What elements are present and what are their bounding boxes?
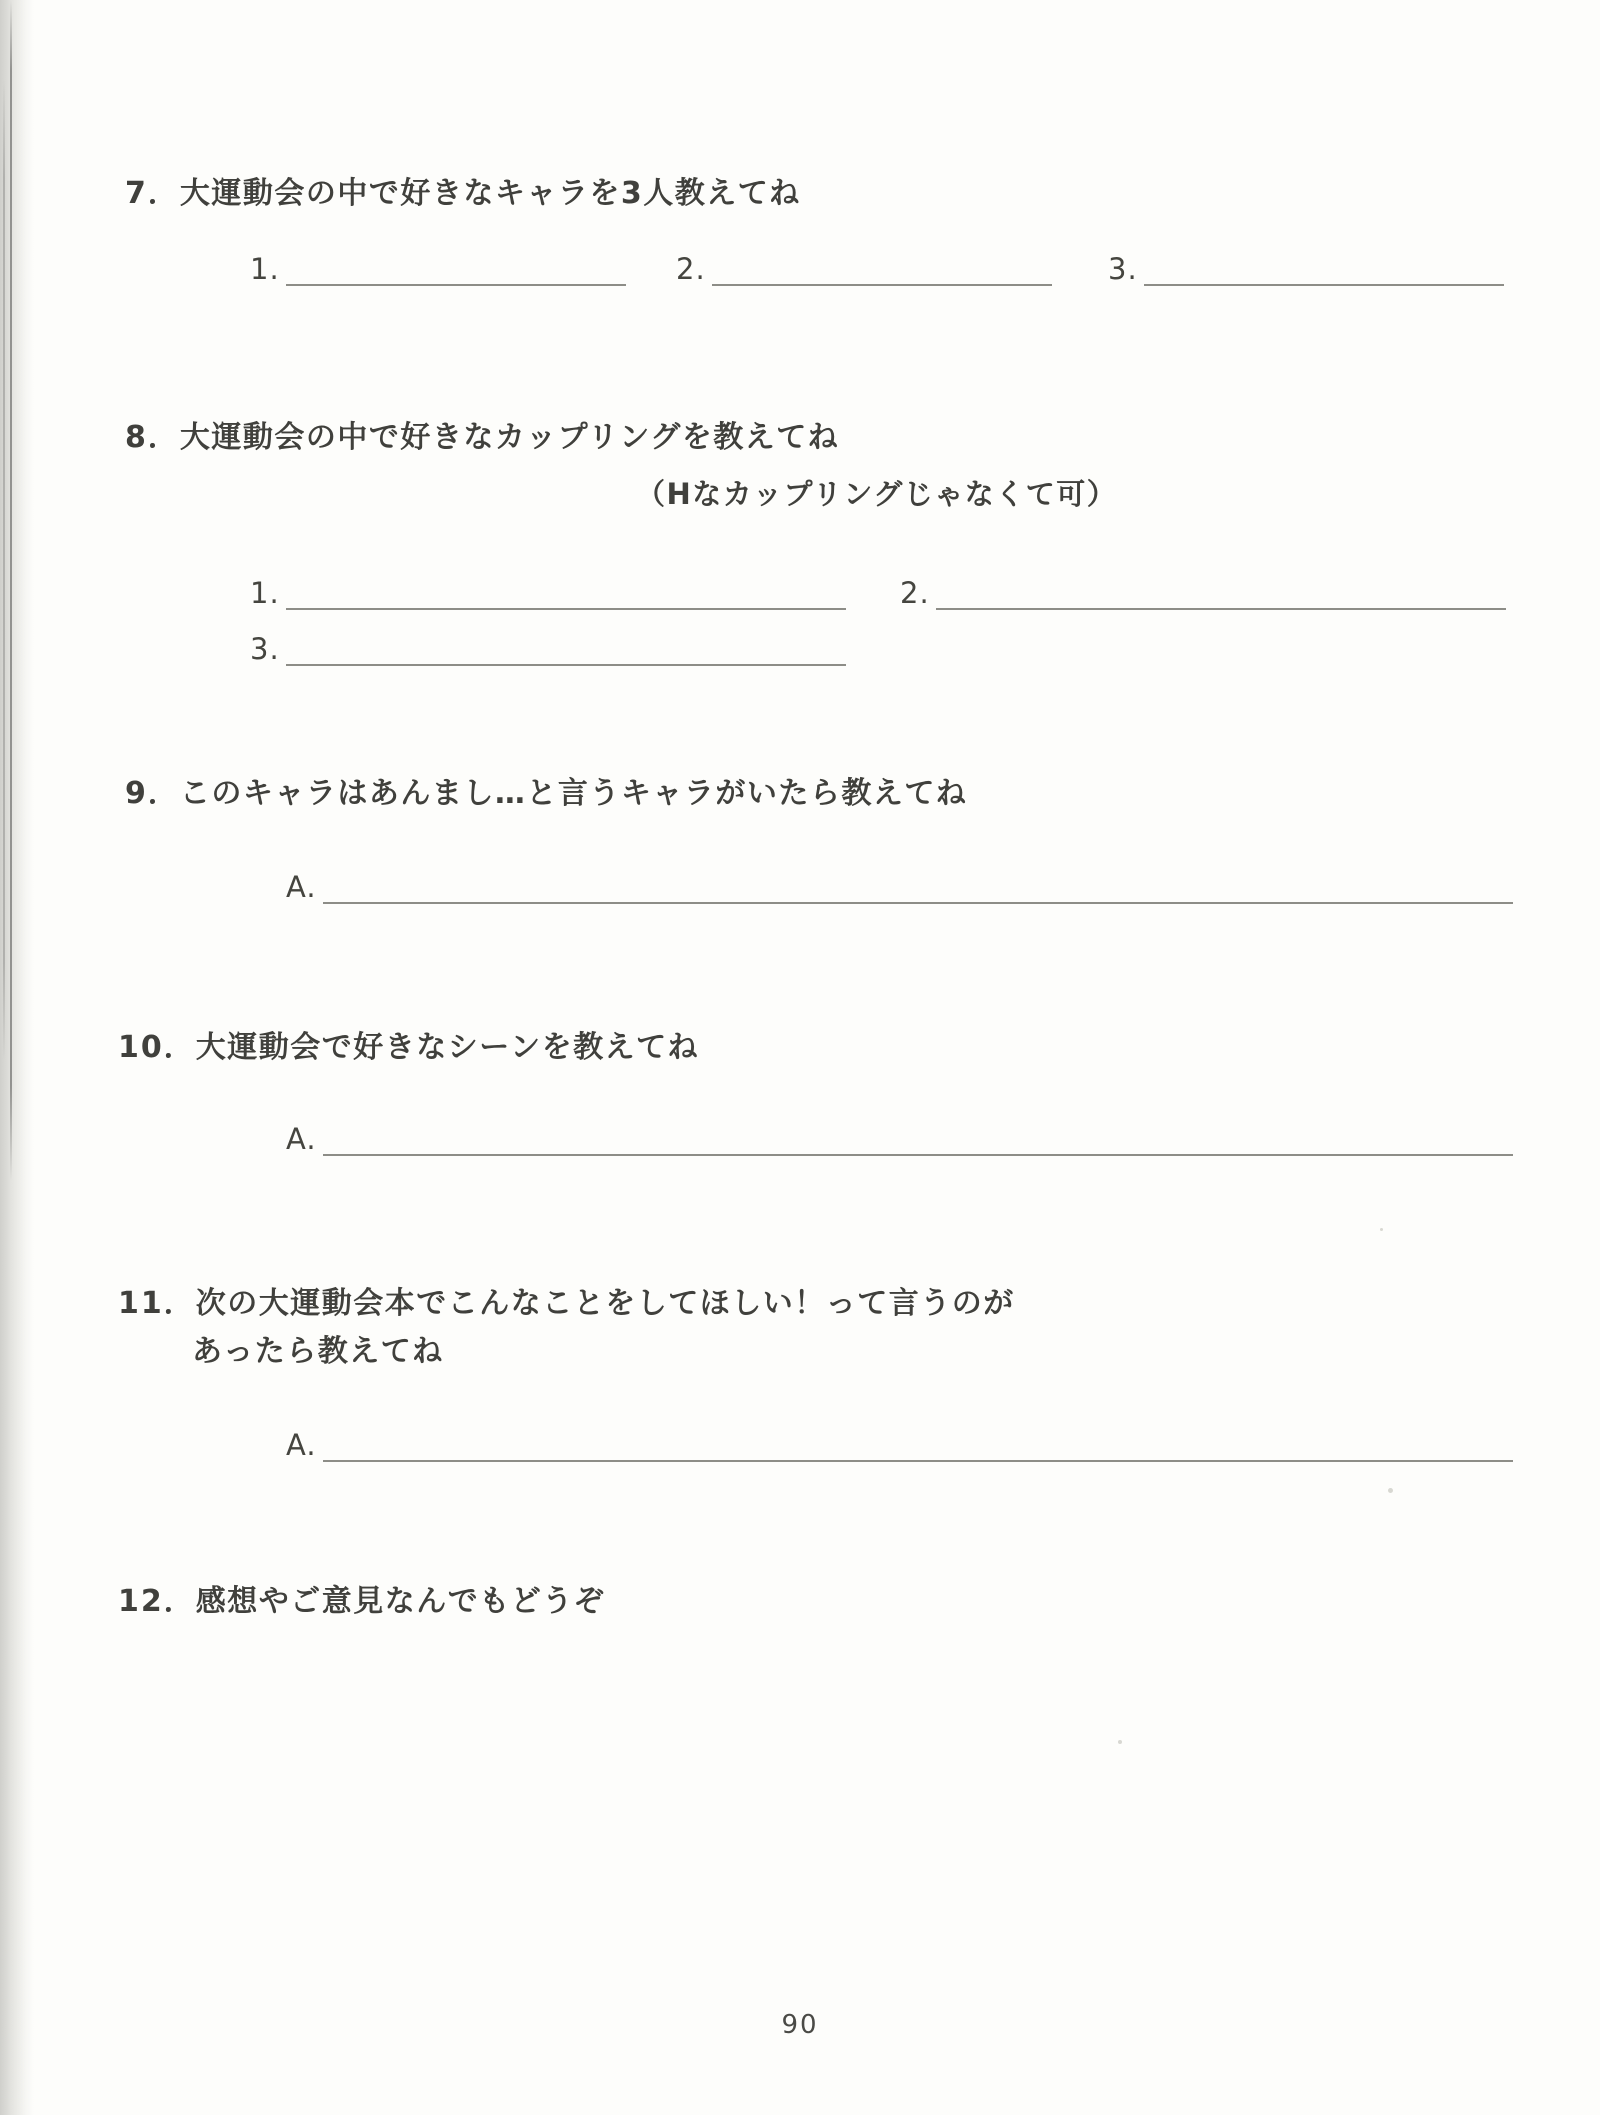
answer-label: 2. [676,252,706,286]
question-9-text: このキャラはあんまし…と言うキャラがいたら教えてね [179,776,968,811]
answer-line[interactable] [323,1126,1513,1156]
answer-line[interactable] [286,256,626,286]
question-12-text: 感想やご意見なんでもどうぞ [195,1584,606,1619]
question-7-number: 7． [125,176,180,211]
question-7 [125,168,801,212]
answer-line[interactable] [1144,256,1504,286]
question-11-line-2 [192,1326,444,1370]
question-7-answer-1[interactable] [250,252,650,286]
scan-speck [1118,1740,1122,1744]
question-9-number: 9． [125,776,180,811]
question-8-answer-3[interactable] [250,632,846,666]
question-12-heading [118,1576,605,1620]
question-9-answer-a[interactable] [286,870,1513,904]
question-8 [125,412,839,456]
question-10-heading [118,1022,699,1066]
question-8-subnote [636,472,1117,513]
question-11-answer-a[interactable] [286,1428,1513,1462]
question-11-text-line2: あったら教えてね [192,1334,444,1369]
question-8-answer-2[interactable] [900,576,1506,610]
page-number: 90 [781,2010,819,2040]
question-12 [118,1576,605,1620]
answer-line[interactable] [712,256,1052,286]
question-10-answer-a[interactable] [286,1122,1513,1156]
answer-line[interactable] [936,580,1506,610]
question-9-heading [125,768,967,812]
scan-speck [1388,1488,1393,1493]
answer-label: 1. [250,576,280,610]
question-7-answer-3[interactable] [1108,252,1528,286]
question-8-number: 8． [125,420,180,455]
question-8-answer-1[interactable] [250,576,846,610]
question-11-number: 11． [118,1286,196,1321]
answer-line[interactable] [286,580,846,610]
answer-label: 3. [250,632,280,666]
question-9 [125,768,967,812]
question-10-text: 大運動会で好きなシーンを教えてね [195,1030,700,1065]
answer-line[interactable] [286,636,846,666]
question-8-heading [125,412,839,456]
question-7-heading [125,168,801,212]
question-10-number: 10． [118,1030,196,1065]
answer-label: A. [286,1122,317,1156]
answer-line[interactable] [323,874,1513,904]
question-8-text: 大運動会の中で好きなカップリングを教えてね [179,420,840,455]
question-7-text: 大運動会の中で好きなキャラを3人教えてね [179,176,801,211]
question-7-answer-2[interactable] [676,252,1096,286]
question-11-text: 次の大運動会本でこんなことをしてほしい！って言うのが [195,1286,1015,1321]
scan-speck [1380,1228,1383,1231]
answer-label: 3. [1108,252,1138,286]
answer-line[interactable] [323,1432,1513,1462]
question-12-number: 12． [118,1584,196,1619]
question-10 [118,1022,699,1066]
question-11-heading [118,1278,1015,1322]
answer-label: A. [286,870,317,904]
answer-label: 1. [250,252,280,286]
answer-label: 2. [900,576,930,610]
question-11 [118,1278,1015,1322]
answer-label: A. [286,1428,317,1462]
question-8-subtext: （Hなカップリングじゃなくて可） [636,477,1118,511]
